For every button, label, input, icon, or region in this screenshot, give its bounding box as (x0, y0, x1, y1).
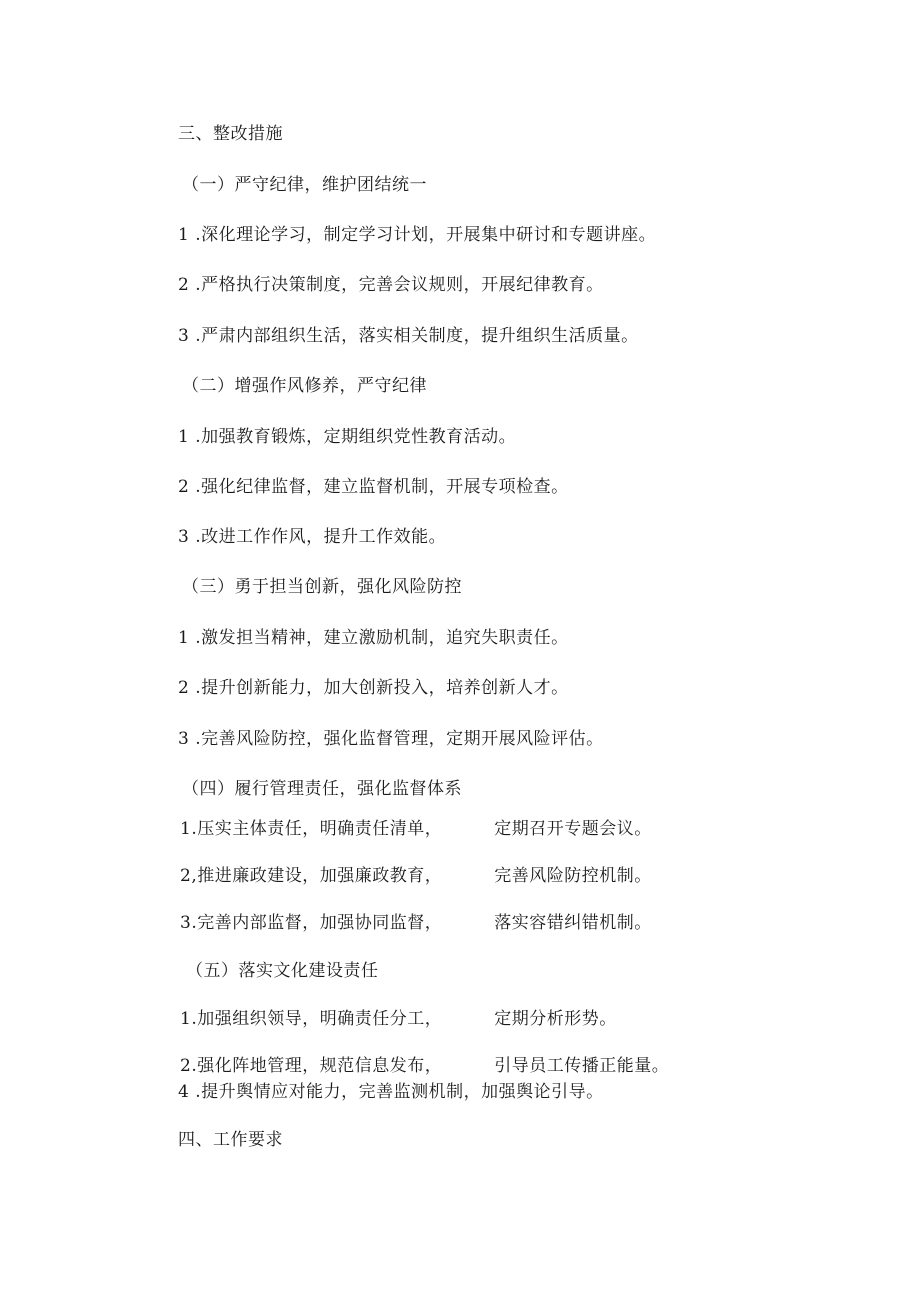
list-item (180, 1054, 669, 1078)
list-item-part-a: 2,推进廉政建设，加强廉政教育， (180, 866, 443, 886)
list-item-part-a: 1.加强组织领导，明确责任分工， (180, 1009, 443, 1029)
list-item (180, 864, 652, 888)
subsection-title-4: （四）履行管理责任，强化监督体系 (182, 779, 462, 799)
list-item-part-b: 引导员工传播正能量。 (494, 1056, 670, 1076)
list-item: 3 .严肃内部组织生活，落实相关制度，提升组织生活质量。 (178, 326, 639, 346)
list-item (180, 1007, 617, 1031)
list-item-part-b: 落实容错纠错机制。 (494, 913, 652, 933)
list-item: 1 .激发担当精神，建立激励机制，追究失职责任。 (178, 628, 569, 648)
list-item-part-b: 定期分析形势。 (494, 1009, 617, 1029)
list-item-part-a: 1.压实主体责任，明确责任清单， (180, 819, 443, 839)
subsection-title-3: （三）勇于担当创新，强化风险防控 (182, 577, 462, 597)
list-item: 3 .改进工作作风，提升工作效能。 (178, 527, 447, 547)
subsection-title-1: （一）严守纪律，维护团结统一 (182, 175, 427, 195)
list-item: 3 .完善风险防控，强化监督管理，定期开展风险评估。 (178, 729, 604, 749)
list-item: 2 .严格执行决策制度，完善会议规则，开展纪律教育。 (178, 275, 604, 295)
section-heading-3: 三、整改措施 (178, 124, 283, 144)
list-item-part-b: 定期召开专题会议。 (494, 819, 652, 839)
section-heading-4: 四、工作要求 (178, 1130, 283, 1150)
subsection-title-2: （二）增强作风修养，严守纪律 (182, 376, 427, 396)
list-item: 2 .提升创新能力，加大创新投入，培养创新人才。 (178, 678, 569, 698)
list-item (180, 911, 652, 935)
list-item: 4 .提升舆情应对能力，完善监测机制，加强舆论引导。 (178, 1082, 604, 1102)
list-item: 1 .深化理论学习，制定学习计划，开展集中研讨和专题讲座。 (178, 225, 657, 245)
list-item (180, 817, 652, 841)
list-item: 2 .强化纪律监督，建立监督机制，开展专项检查。 (178, 477, 569, 497)
list-item-part-a: 2.强化阵地管理，规范信息发布， (180, 1056, 443, 1076)
list-item-part-b: 完善风险防控机制。 (494, 866, 652, 886)
subsection-title-5: （五）落实文化建设责任 (186, 961, 379, 981)
list-item-part-a: 3.完善内部监督，加强协同监督， (180, 913, 443, 933)
list-item: 1 .加强教育锻炼，定期组织党性教育活动。 (178, 427, 517, 447)
